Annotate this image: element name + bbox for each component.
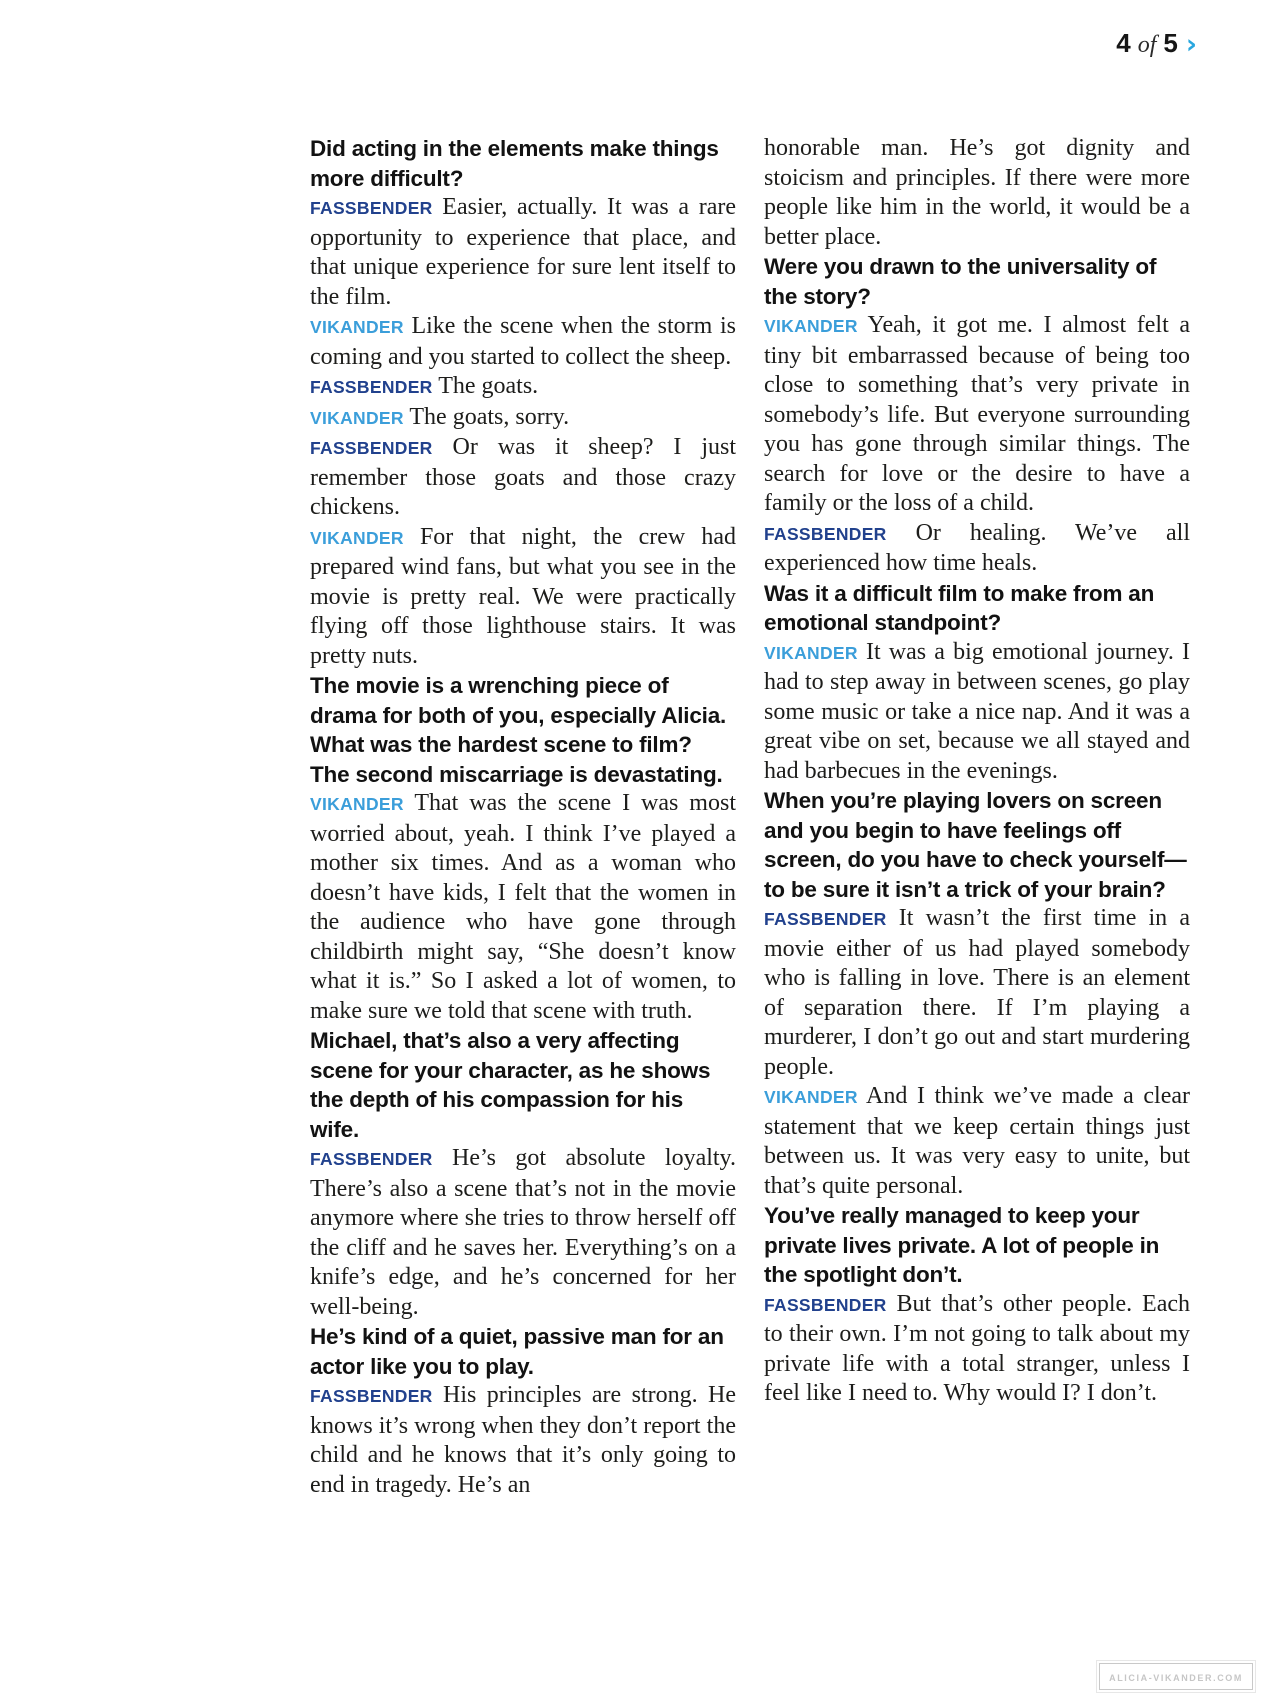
interview-question: He’s kind of a quiet, passive man for an actor like you to play. (310, 1324, 724, 1379)
interview-question: The movie is a wrenching piece of drama for both of you, especially Alicia. What was the hardest scene to film? The second miscarriage is devastating. (310, 673, 727, 787)
speaker-label-fassbender: FASSBENDER (310, 377, 433, 397)
interview-question: When you’re playing lovers on screen and you begin to have feelings off screen, do you have to check yourself—to be sure it isn’t a trick of your brain? (764, 788, 1187, 902)
speaker-label-vikander: VIKANDER (310, 527, 404, 548)
interview-answer: VIKANDER The goats, sorry. (310, 403, 570, 430)
speaker-label-vikander: VIKANDER (764, 1087, 858, 1107)
speaker-label-fassbender: FASSBENDER (310, 1386, 433, 1406)
interview-answer: VIKANDER For that night, the crew had prepared wind fans, but what you see in the movie is pretty real. We were practically flying off those lighthouse stairs. It was pretty nuts. (310, 523, 736, 669)
interview-answer: VIKANDER That was the scene I was most worried about, yeah. I think I’ve played a mother six times. And as a woman who doesn’t have kids, I felt that the women in the audience who have gone through childbirth might say, “She doesn’t know what it is.” So I asked a lot of women, to make sure we told that scene with truth. (310, 790, 736, 1024)
speaker-label-fassbender: FASSBENDER (764, 523, 887, 544)
column-left (310, 134, 736, 1500)
column-right (764, 134, 1190, 1500)
interview-question: Did acting in the elements make things more difficult? (310, 136, 719, 191)
next-page-chevron-icon[interactable]: › (1185, 29, 1197, 60)
watermark-text: ALICIA-VIKANDER.COM (1109, 1673, 1243, 1683)
interview-article (310, 134, 1190, 1500)
speaker-label-fassbender: FASSBENDER (764, 909, 887, 929)
total-page-number: 5 (1163, 28, 1178, 58)
speaker-label-vikander: VIKANDER (310, 317, 404, 337)
speaker-label-fassbender: FASSBENDER (310, 438, 433, 458)
interview-answer: VIKANDER It was a big emotional journey. I had to step away in between scenes, go play some music or take a nice nap. And it was a great vibe on set, because we all stayed and had barbecues in the evenings. (764, 638, 1191, 784)
speaker-label-vikander: VIKANDER (310, 794, 404, 814)
interview-answer: FASSBENDER Or healing. We’ve all experienced how time heals. (764, 519, 1191, 576)
interview-answer: VIKANDER Like the scene when the storm is coming and you started to collect the sheep. (310, 313, 737, 370)
current-page-number: 4 (1116, 28, 1131, 58)
speaker-label-fassbender: FASSBENDER (310, 198, 433, 218)
speaker-label-vikander: VIKANDER (310, 407, 404, 428)
watermark-badge (1099, 1663, 1253, 1690)
interview-question: You’ve really managed to keep your private lives private. A lot of people in the spotlight don’t. (764, 1203, 1160, 1287)
pagination (1116, 28, 1197, 60)
interview-answer: FASSBENDER It wasn’t the first time in a movie either of us had played somebody who is falling in love. There is an element of separation there. If I’m playing a murderer, I don’t go out and start murdering people. (764, 905, 1191, 1080)
speaker-label-fassbender: FASSBENDER (764, 1294, 887, 1315)
interview-question: Were you drawn to the universality of the story? (764, 254, 1157, 309)
interview-answer: FASSBENDER He’s got absolute loyalty. There’s also a scene that’s not in the movie anymore where she tries to throw herself off the cliff and he saves her. Everything’s on a knife’s edge, and he’s concerned for her well-being. (310, 1145, 736, 1320)
interview-answer: VIKANDER Yeah, it got me. I almost felt a tiny bit embarrassed because of being too close to something that’s very private in somebody’s life. But everyone surrounding you has gone through similar things. The search for love or the desire to have a family or the loss of a child. (764, 312, 1191, 516)
page-separator: of (1137, 32, 1157, 58)
interview-answer: FASSBENDER The goats. (310, 373, 539, 399)
interview-answer: VIKANDER And I think we’ve made a clear statement that we keep certain things just between us. It was very easy to unite, but that’s quite personal. (764, 1083, 1190, 1199)
interview-question: Michael, that’s also a very affecting scene for your character, as he shows the depth of his compassion for his wife. (310, 1028, 711, 1142)
speaker-label-vikander: VIKANDER (764, 642, 858, 663)
interview-answer: FASSBENDER His principles are strong. He knows it’s wrong when they don’t report the child and he knows that it’s only going to end in tragedy. He’s an (310, 1382, 737, 1498)
interview-answer: FASSBENDER But that’s other people. Each to their own. I’m not going to talk about my private life with a total stranger, unless I feel like I need to. Why would I? I don’t. (764, 1290, 1191, 1406)
interview-question: Was it a difficult film to make from an emotional standpoint? (764, 580, 1155, 635)
interview-answer: honorable man. He’s got dignity and stoicism and principles. If there were more people like him in the world, it would be a better place. (764, 135, 1190, 250)
speaker-label-vikander: VIKANDER (764, 316, 858, 336)
interview-answer: FASSBENDER Or was it sheep? I just remember those goats and those crazy chickens. (310, 434, 736, 520)
interview-answer: FASSBENDER Easier, actually. It was a rare opportunity to experience that place, and that unique experience for sure lent itself to the film. (310, 194, 737, 310)
speaker-label-fassbender: FASSBENDER (310, 1149, 433, 1169)
